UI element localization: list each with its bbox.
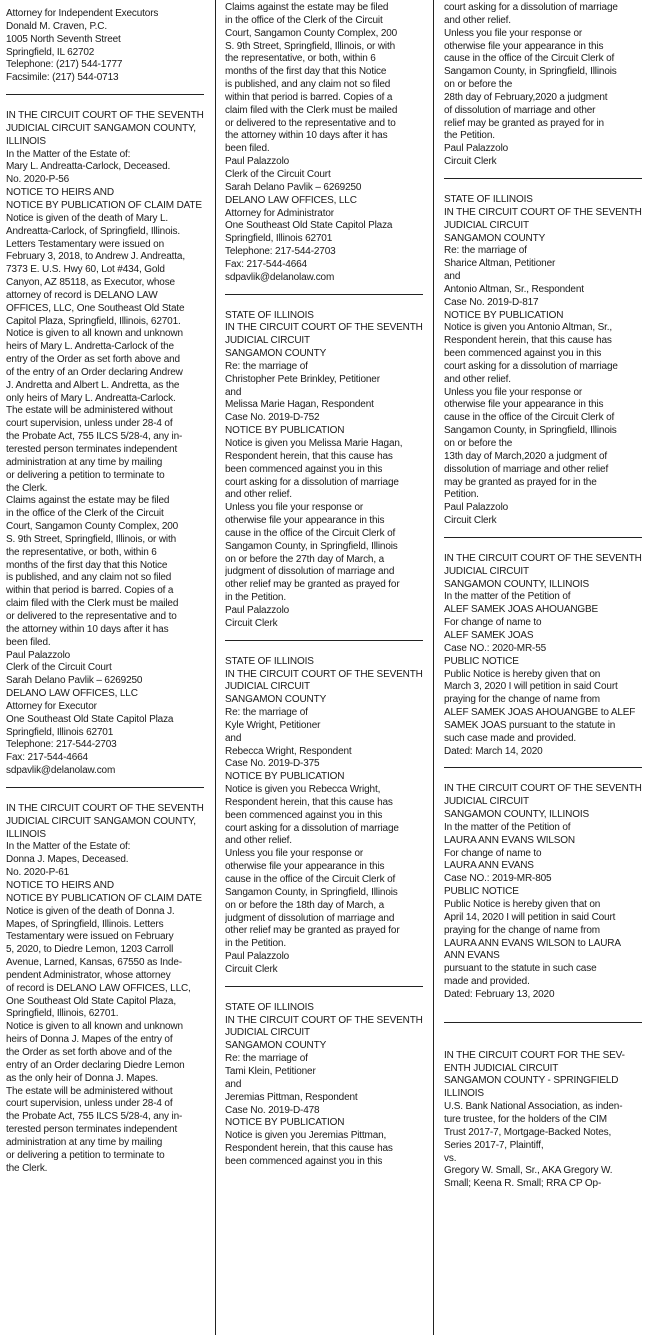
notice-line: Paul Palazzolo: [225, 951, 290, 963]
notice-line: and other relief.: [444, 373, 511, 385]
notice-line: ENTH JUDICIAL CIRCUIT: [444, 1062, 559, 1074]
notice-line: IN THE CIRCUIT COURT OF THE SEVENTH: [225, 1014, 423, 1026]
notice-line: NOTICE TO HEIRS AND: [6, 880, 114, 891]
notice-line: April 14, 2020 I will petition in said Court: [444, 911, 616, 923]
notice-line: been filed.: [225, 143, 270, 155]
notice-line: Mary L. Andreatta-Carlock, Deceased.: [6, 161, 171, 173]
notice-line: Case No. 2019-D-752: [225, 412, 320, 424]
legal-notice: [444, 194, 642, 528]
notice-line: SAMEK JOAS pursuant to the statute in: [444, 719, 616, 731]
notice-line: been commenced against you in this: [225, 809, 383, 821]
notice-line: Mapes, of Springfield, Illinois. Letters: [6, 918, 164, 930]
notice-line: PUBLIC NOTICE: [444, 655, 519, 667]
notice-line: been commenced against you in this: [225, 1155, 383, 1167]
notice-line: 28th day of February,2020 a judgment: [444, 91, 608, 103]
notice-line: and other relief.: [225, 835, 292, 847]
notice-line: For change of name to: [444, 617, 542, 629]
notice-line: court asking for a dissolution of marriage: [444, 360, 618, 372]
notice-line: DELANO LAW OFFICES, LLC: [225, 194, 357, 206]
notice-line: Claims against the estate may be filed: [225, 2, 389, 13]
notice-line: the Petition.: [444, 130, 495, 142]
notice-line: Circuit Clerk: [225, 617, 278, 629]
notice-line: and: [225, 1078, 242, 1090]
notice-line: claim filed with the Clerk must be mailed: [6, 598, 179, 610]
notice-line: 7373 E. U.S. Hwy 60, Lot #434, Gold: [6, 264, 165, 276]
notice-line: other relief may be granted as prayed for: [225, 579, 400, 591]
notice-line: LAURA ANN EVANS: [444, 860, 534, 872]
notice-line: IN THE CIRCUIT COURT FOR THE SEV-: [444, 1049, 625, 1061]
notice-line: and: [225, 386, 242, 398]
notice-line: In the Matter of the Estate of:: [6, 841, 131, 853]
legal-notice: [444, 1050, 642, 1191]
notice-line: Springfield, Illinois 62701: [225, 233, 333, 245]
notice-line: JUDICIAL CIRCUIT: [444, 219, 530, 231]
notice-line: of dissolution of marriage and other: [444, 104, 596, 116]
notice-line: NOTICE TO HEIRS AND: [6, 187, 114, 199]
notice-line: sdpavlik@delanolaw.com: [225, 271, 335, 283]
notice-line: cause in the office of the Circuit Clerk of: [225, 527, 396, 539]
notice-line: JUDICIAL CIRCUIT SANGAMON COUNTY,: [6, 815, 196, 827]
notice-line: vs.: [444, 1152, 457, 1164]
notice-line: Avenue, Larned, Kansas, 67550 as Inde-: [6, 957, 182, 969]
notice-line: March 3, 2020 I will petition in said Court: [444, 681, 618, 693]
notice-line: attorney of record is DELANO LAW: [6, 289, 158, 301]
notice-line: For change of name to: [444, 847, 542, 859]
notice-line: may be granted as prayed for in the: [444, 476, 597, 488]
notice-line: IN THE CIRCUIT COURT OF THE SEVENTH: [6, 802, 204, 814]
notice-line: been filed.: [6, 636, 51, 648]
notice-line: J. Andretta and Albert L. Andretta, as the: [6, 379, 180, 391]
notice-line: Sharice Altman, Petitioner: [444, 258, 556, 270]
notice-line: and: [225, 732, 242, 744]
notice-line: SANGAMON COUNTY, ILLINOIS: [444, 809, 589, 821]
notice-line: administration at any time by mailing: [6, 1136, 163, 1148]
notice-line: Unless you file your response or: [225, 502, 364, 514]
notice-line: terested person terminates independent: [6, 1124, 178, 1136]
notice-line: Public Notice is hereby given that on: [444, 668, 601, 680]
notice-line: Facsimile: (217) 544-0713: [6, 72, 119, 84]
notice-line: court asking for a dissolution of marriage: [225, 476, 399, 488]
notice-line: NOTICE BY PUBLICATION: [225, 771, 345, 783]
notice-line: and other relief.: [444, 14, 511, 26]
notice-line: Paul Palazzolo: [444, 143, 509, 155]
notice-line: been commenced against you in this: [225, 463, 383, 475]
notice-line: Telephone: (217) 544-1777: [6, 59, 123, 71]
notice-line: ILLINOIS: [6, 828, 46, 840]
notice-line: Andreatta-Carlock, of Springfield, Illinois.: [6, 225, 181, 237]
notice-line: Public Notice is hereby given that on: [444, 899, 601, 910]
notice-line: otherwise file your appearance in this: [225, 861, 385, 873]
notice-line: Telephone: 217-544-2703: [6, 739, 117, 751]
notice-line: SANGAMON COUNTY, ILLINOIS: [444, 578, 589, 590]
notice-line: dissolution of marriage and other relief: [444, 463, 609, 475]
notice-line: made and provided.: [444, 976, 530, 988]
legal-notice: [6, 8, 204, 85]
notice-line: IN THE CIRCUIT COURT OF THE SEVENTH: [225, 668, 423, 680]
notice-line: ILLINOIS: [444, 1088, 484, 1100]
notice-line: Notice is given of the death of Mary L.: [6, 212, 169, 224]
notice-line: as the only heir of Donna J. Mapes.: [6, 1072, 159, 1084]
notice-line: and: [444, 271, 461, 283]
notice-line: the representative, or both, within 6: [225, 53, 376, 65]
notice-line: Sangamon County, in Springfield, Illinois: [444, 425, 617, 437]
notice-line: of record is DELANO LAW OFFICES, LLC,: [6, 982, 191, 994]
notice-line: Re: the marriage of: [225, 707, 308, 719]
notice-line: such case made and provided.: [444, 732, 576, 744]
notice-line: court supervision, unless under 28-4 of: [6, 418, 173, 430]
notice-line: Paul Palazzolo: [225, 156, 290, 168]
notice-line: within that period is barred. Copies of a: [6, 585, 174, 597]
notice-line: Clerk of the Circuit Court: [225, 168, 331, 180]
notice-line: Court, Sangamon County Complex, 200: [225, 27, 398, 39]
notice-line: praying for the change of name from: [444, 694, 600, 706]
notice-line: ALEF SAMEK JOAS: [444, 629, 534, 641]
notice-line: Attorney for Executor: [6, 700, 97, 712]
notice-line: Notice is given to all known and unknown: [6, 328, 183, 340]
notice-line: Unless you file your response or: [444, 27, 583, 39]
notice-line: Sarah Delano Pavlik – 6269250: [6, 675, 143, 687]
notice-line: Donald M. Craven, P.C.: [6, 20, 108, 32]
notice-line: No. 2020-P-56: [6, 174, 70, 186]
notice-line: Circuit Clerk: [444, 515, 497, 527]
notice-line: PUBLIC NOTICE: [444, 886, 519, 898]
notice-line: LAURA ANN EVANS WILSON: [444, 834, 575, 846]
notice-line: IN THE CIRCUIT COURT OF THE SEVENTH: [225, 322, 423, 334]
notice-line: Springfield, IL 62702: [6, 46, 95, 58]
notice-line: NOTICE BY PUBLICATION: [225, 1117, 345, 1129]
notice-line: 13th day of March,2020 a judgment of: [444, 450, 608, 462]
notice-line: Re: the marriage of: [225, 360, 308, 372]
notice-line: Canyon, AZ 85118, as Executor, whose: [6, 277, 175, 289]
notice-line: Sarah Delano Pavlik – 6269250: [225, 181, 362, 193]
notice-line: The estate will be administered without: [6, 1085, 173, 1097]
notice-line: Letters Testamentary were issued on: [6, 238, 164, 250]
notice-line: months of the first day that this Notice: [225, 66, 387, 78]
notice-line: IN THE CIRCUIT COURT OF THE SEVENTH: [444, 206, 642, 218]
notice-line: court supervision, unless under 28-4 of: [6, 1098, 173, 1110]
notice-line: Christopher Pete Brinkley, Petitioner: [225, 373, 380, 385]
notice-line: Antonio Altman, Sr., Respondent: [444, 283, 584, 295]
notice-line: Case No. 2019-D-375: [225, 758, 320, 770]
notice-line: ALEF SAMEK JOAS AHOUANGBE: [444, 604, 599, 616]
notice-line: ALEF SAMEK JOAS AHOUANGBE to ALEF: [444, 707, 636, 719]
notice-line: Paul Palazzolo: [6, 649, 71, 661]
notice-line: JUDICIAL CIRCUIT: [444, 796, 530, 808]
notice-line: been commenced against you in this: [444, 348, 602, 360]
notice-line: Case NO.: 2020-MR-55: [444, 642, 547, 654]
notice-line: and other relief.: [225, 489, 292, 501]
notice-line: the attorney within 10 days after it has: [225, 130, 388, 142]
notice-line: Trust 2017-7, Mortgage-Backed Notes,: [444, 1126, 612, 1138]
notice-line: Donna J. Mapes, Deceased.: [6, 854, 129, 866]
legal-notice: [444, 553, 642, 759]
notice-line: Circuit Clerk: [444, 156, 497, 168]
notice-line: Springfield, Illinois 62701: [6, 726, 114, 738]
notice-line: February 3, 2018, to Andrew J. Andreatta,: [6, 251, 185, 263]
notice-line: Kyle Wright, Petitioner: [225, 719, 321, 731]
notice-line: is published, and any claim not so filed: [6, 572, 172, 584]
notice-line: pursuant to the statute in such case: [444, 963, 597, 975]
legal-notice: [225, 656, 423, 977]
notice-line: Jeremias Pittman, Respondent: [225, 1091, 358, 1103]
notice-line: Circuit Clerk: [225, 963, 278, 975]
notice-line: NOTICE BY PUBLICATION: [225, 425, 345, 437]
notice-line: ture trustee, for the holders of the CIM: [444, 1113, 607, 1125]
notice-line: Claims against the estate may be filed: [6, 495, 170, 507]
notice-line: STATE OF ILLINOIS: [225, 309, 314, 321]
notice-line: STATE OF ILLINOIS: [225, 655, 314, 667]
notice-line: in the Petition.: [225, 938, 286, 950]
notice-line: otherwise file your appearance in this: [225, 515, 385, 527]
notice-line: 5, 2020, to Diedre Lemon, 1203 Carroll: [6, 944, 174, 956]
notice-line: terested person terminates independent: [6, 444, 178, 455]
notice-line: Unless you file your response or: [225, 848, 364, 860]
notice-line: Notice is given you Jeremias Pittman,: [225, 1130, 387, 1142]
legal-notice: [225, 1002, 423, 1169]
notice-line: only heirs of Mary L. Andreatta-Carlock.: [6, 392, 176, 404]
column-2: [225, 0, 423, 1335]
notice-line: Respondent herein, that this cause has: [225, 1143, 393, 1155]
notice-line: otherwise file your appearance in this: [444, 40, 604, 52]
notice-line: cause in the office of the Circuit Clerk of: [444, 412, 615, 424]
notice-line: court asking for a dissolution of marriage: [225, 822, 399, 834]
notice-line: In the matter of the Petition of: [444, 821, 571, 833]
notice-line: U.S. Bank National Association, as inden-: [444, 1101, 623, 1113]
notice-line: NOTICE BY PUBLICATION OF CLAIM DATE: [6, 892, 202, 904]
notice-line: pendent Administrator, whose attorney: [6, 969, 171, 981]
legal-notice: [444, 783, 642, 1001]
notice-line: IN THE CIRCUIT COURT OF THE SEVENTH: [6, 110, 204, 122]
notice-line: ILLINOIS: [6, 135, 46, 147]
notice-line: heirs of Donna J. Mapes of the entry of: [6, 1034, 173, 1046]
notice-line: STATE OF ILLINOIS: [225, 1001, 314, 1013]
notice-line: Unless you file your response or: [444, 386, 583, 398]
notice-line: Gregory W. Small, Sr., AKA Gregory W.: [444, 1165, 613, 1177]
notice-line: on or before the: [444, 438, 513, 449]
notice-line: other relief may be granted as prayed for: [225, 925, 400, 937]
notice-line: Respondent herein, that this cause has: [225, 450, 393, 462]
notice-line: LAURA ANN EVANS WILSON to LAURA: [444, 937, 621, 949]
notice-line: the attorney within 10 days after it has: [6, 623, 169, 635]
notice-line: Fax: 217-544-4664: [225, 258, 307, 270]
notice-line: Paul Palazzolo: [444, 502, 509, 514]
notice-line: JUDICIAL CIRCUIT: [225, 1027, 311, 1039]
notice-line: SANGAMON COUNTY - SPRINGFIELD: [444, 1075, 619, 1087]
notice-line: on or before the 27th day of March, a: [225, 553, 384, 565]
notice-line: DELANO LAW OFFICES, LLC: [6, 688, 138, 700]
notice-line: The estate will be administered without: [6, 405, 173, 417]
notice-line: cause in the office of the Circuit Clerk of: [225, 874, 396, 885]
notice-line: Notice is given you Melissa Marie Hagan,: [225, 438, 403, 449]
notice-line: or delivering a petition to terminate to: [6, 469, 165, 481]
notice-line: NOTICE BY PUBLICATION: [444, 309, 564, 321]
column-rule: [215, 0, 216, 1335]
notice-line: is published, and any claim not so filed: [225, 79, 391, 91]
notice-line: or delivered to the representative and to: [225, 117, 396, 129]
notice-line: Tami Klein, Petitioner: [225, 1065, 316, 1077]
notice-line: SANGAMON COUNTY: [225, 1040, 327, 1052]
notice-line: In the matter of the Petition of: [444, 591, 571, 603]
notice-line: Court, Sangamon County Complex, 200: [6, 521, 179, 533]
notice-line: OFFICES, LLC, One Southeast Old State: [6, 302, 185, 314]
notice-line: Attorney for Independent Executors: [6, 8, 159, 19]
notice-line: Dated: March 14, 2020: [444, 745, 543, 757]
notice-line: the Clerk.: [6, 482, 48, 494]
notice-line: relief may be granted as prayed for in: [444, 117, 604, 129]
notice-line: Attorney for Administrator: [225, 207, 334, 219]
notice-line: Rebecca Wright, Respondent: [225, 745, 352, 757]
notice-line: JUDICIAL CIRCUIT: [444, 565, 530, 577]
notice-line: sdpavlik@delanolaw.com: [6, 765, 116, 777]
notice-line: cause in the office of the Circuit Clerk of: [444, 53, 615, 65]
notice-line: Notice is given to all known and unknown: [6, 1021, 183, 1033]
notice-line: Case NO.: 2019-MR-805: [444, 873, 552, 885]
notice-line: Sangamon County, in Springfield, Illinois: [225, 540, 398, 552]
column-rule: [433, 0, 434, 1335]
notice-line: Respondent herein, that this cause has: [225, 796, 393, 808]
notice-line: One Southeast Old State Capitol Plaza,: [6, 995, 176, 1007]
legal-notice: [6, 110, 204, 778]
notice-line: JUDICIAL CIRCUIT SANGAMON COUNTY,: [6, 122, 196, 134]
notice-line: of the entry of an Order declaring Andrew: [6, 366, 183, 378]
notice-line: Sangamon County, in Springfield, Illinois: [225, 886, 398, 898]
notice-line: heirs of Mary L. Andretta-Carlock of the: [6, 341, 174, 353]
notice-line: One Southeast Old State Capitol Plaza: [225, 220, 393, 232]
notice-line: Testamentary were issued on February: [6, 931, 174, 943]
legal-notice: [6, 803, 204, 1175]
notice-line: 1005 North Seventh Street: [6, 33, 121, 45]
notice-line: STATE OF ILLINOIS: [444, 193, 533, 205]
notice-line: entry of the Order as set forth above and: [6, 354, 180, 366]
notice-line: SANGAMON COUNTY: [225, 348, 327, 360]
notice-line: Clerk of the Circuit Court: [6, 662, 112, 674]
notice-line: praying for the change of name from: [444, 924, 600, 936]
notice-line: ANN EVANS: [444, 950, 500, 962]
notice-line: Telephone: 217-544-2703: [225, 246, 336, 258]
notice-line: Capitol Plaza, Springfield, Illinois, 62701.: [6, 315, 181, 327]
notice-line: Sangamon County, in Springfield, Illinois: [444, 66, 617, 78]
notice-line: JUDICIAL CIRCUIT: [225, 681, 311, 693]
legal-notice: [225, 2, 423, 285]
notice-line: Notice is given of the death of Donna J.: [6, 905, 175, 917]
notice-line: the Probate Act, 755 ILCS 5/28-4, any in-: [6, 431, 183, 443]
notice-line: Respondent herein, that this cause has: [444, 335, 612, 347]
notice-line: No. 2020-P-61: [6, 867, 70, 879]
notice-line: in the Petition.: [225, 592, 286, 604]
notice-line: Paul Palazzolo: [225, 604, 290, 616]
notice-line: Notice is given you Rebecca Wright,: [225, 784, 381, 796]
column-3: [444, 0, 642, 1335]
notice-line: Notice is given you Antonio Altman, Sr.,: [444, 322, 612, 334]
notice-line: in the office of the Clerk of the Circuit: [225, 14, 383, 26]
notice-line: the Probate Act, 755 ILCS 5/28-4, any in-: [6, 1111, 183, 1123]
notice-line: the representative, or both, within 6: [6, 546, 157, 558]
notice-line: S. 9th Street, Springfield, Illinois, or with: [225, 40, 395, 52]
notice-line: Series 2017-7, Plaintiff,: [444, 1139, 544, 1151]
notice-line: judgment of dissolution of marriage and: [225, 912, 395, 924]
notice-line: S. 9th Street, Springfield, Illinois, or with: [6, 533, 176, 545]
notice-line: or delivering a petition to terminate to: [6, 1149, 165, 1161]
notice-line: Fax: 217-544-4664: [6, 752, 88, 764]
notice-line: on or before the: [444, 79, 513, 91]
column-1: [6, 0, 204, 1335]
notice-line: IN THE CIRCUIT COURT OF THE SEVENTH: [444, 552, 642, 564]
notice-line: the Clerk.: [6, 1162, 48, 1174]
notice-line: Case No. 2019-D-817: [444, 296, 539, 308]
notice-line: on or before the 18th day of March, a: [225, 899, 384, 911]
notice-line: court asking for a dissolution of marriage: [444, 2, 618, 13]
notice-line: judgment of dissolution of marriage and: [225, 566, 395, 578]
notice-line: entry of an Order declaring Diedre Lemon: [6, 1059, 185, 1071]
notice-line: Petition.: [444, 489, 479, 501]
notice-line: months of the first day that this Notice: [6, 559, 168, 571]
legal-notice: [225, 310, 423, 631]
notice-line: SANGAMON COUNTY: [444, 232, 546, 244]
notice-line: Case No. 2019-D-478: [225, 1104, 320, 1116]
notice-line: in the office of the Clerk of the Circuit: [6, 508, 164, 520]
notice-line: within that period is barred. Copies of a: [225, 91, 393, 103]
notice-line: Re: the marriage of: [225, 1053, 308, 1065]
notice-line: Dated: February 13, 2020: [444, 988, 555, 1000]
notice-line: otherwise file your appearance in this: [444, 399, 604, 411]
notice-line: or delivered to the representative and to: [6, 610, 177, 622]
notice-line: In the Matter of the Estate of:: [6, 148, 131, 160]
notice-line: the Order as set forth above and of the: [6, 1046, 172, 1058]
notice-line: One Southeast Old State Capitol Plaza: [6, 713, 174, 725]
notice-line: JUDICIAL CIRCUIT: [225, 335, 311, 347]
notice-line: administration at any time by mailing: [6, 456, 163, 468]
notice-line: SANGAMON COUNTY: [225, 694, 327, 706]
notice-line: Small; Keena R. Small; RRA CP Op-: [444, 1178, 602, 1190]
notice-line: NOTICE BY PUBLICATION OF CLAIM DATE: [6, 199, 202, 211]
notice-line: IN THE CIRCUIT COURT OF THE SEVENTH: [444, 783, 642, 795]
notice-line: Re: the marriage of: [444, 245, 527, 257]
legal-notice: [444, 2, 642, 169]
notice-line: Melissa Marie Hagan, Respondent: [225, 399, 374, 411]
notice-line: claim filed with the Clerk must be mailed: [225, 104, 398, 116]
notice-line: Springfield, Illinois, 62701.: [6, 1008, 119, 1020]
